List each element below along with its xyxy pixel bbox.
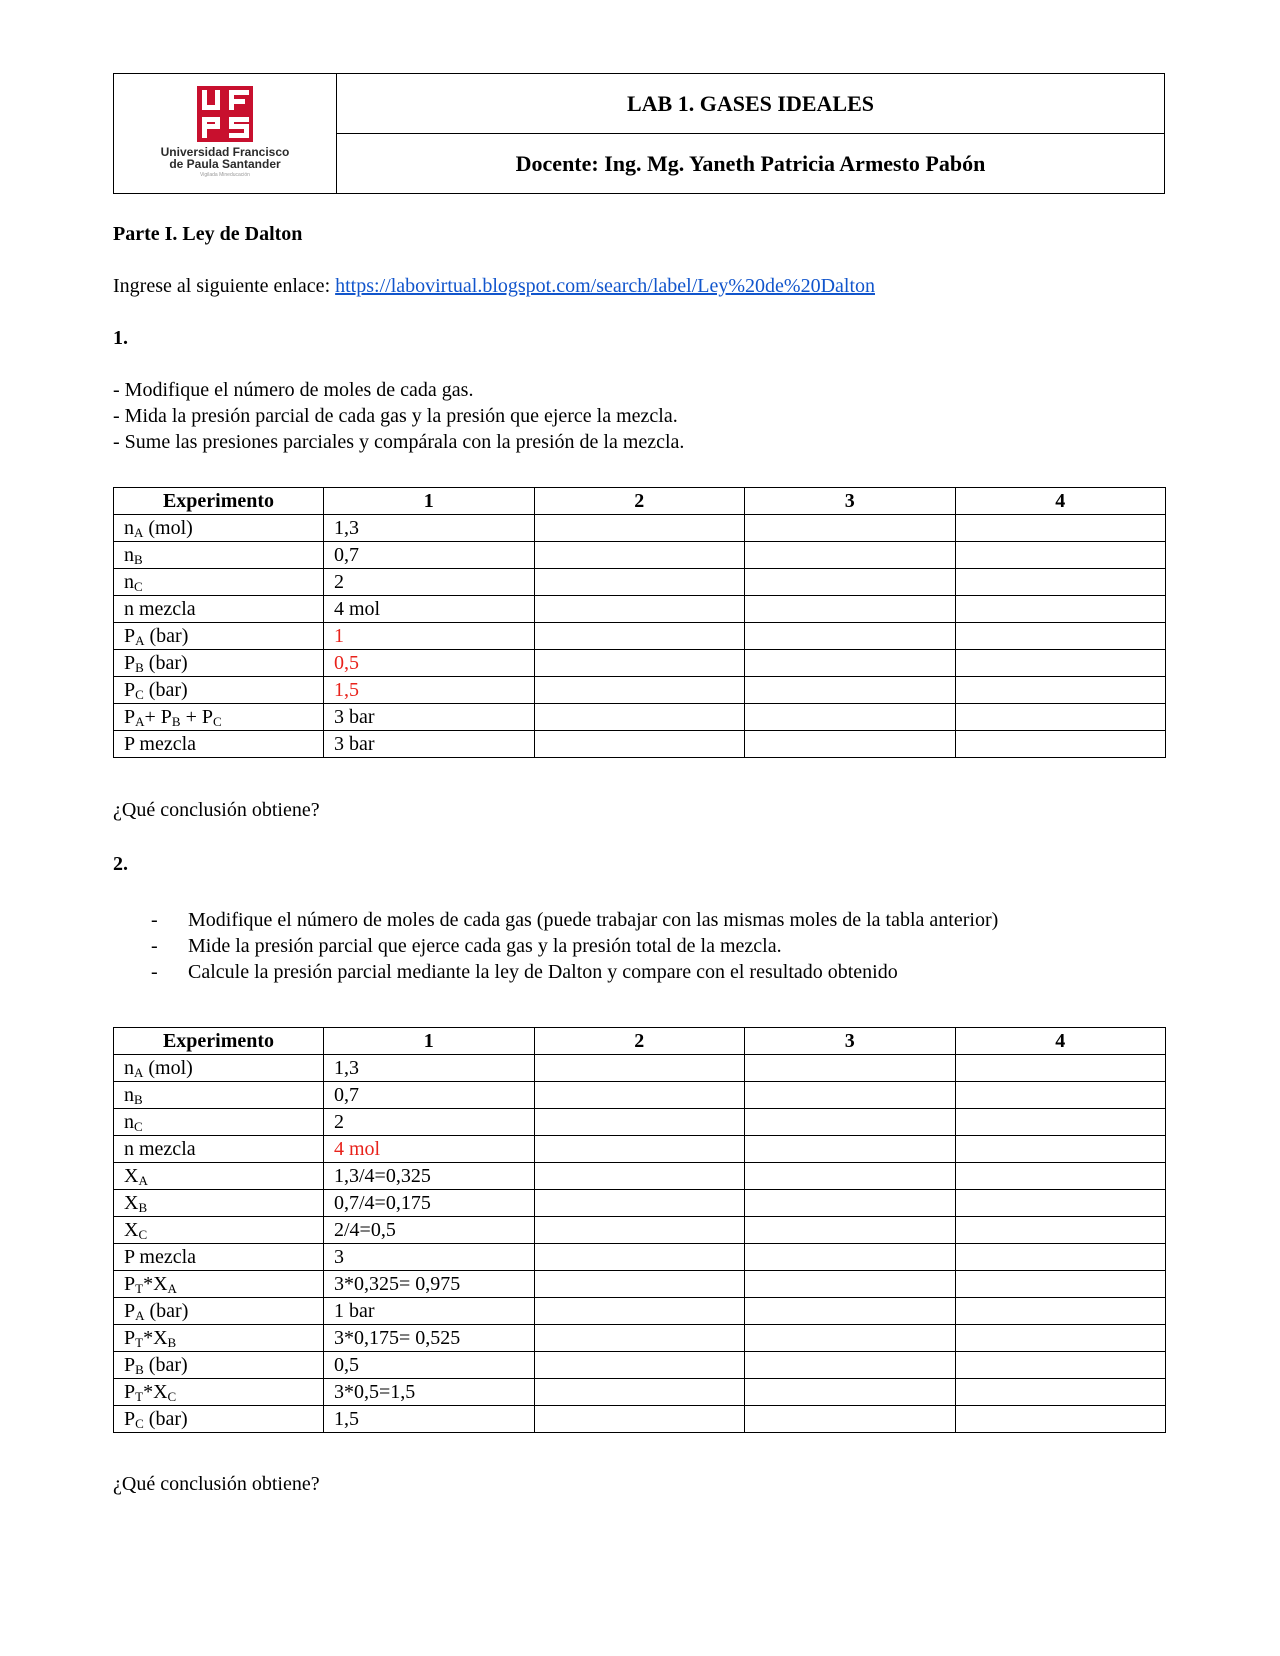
row-label-part: B — [138, 1199, 148, 1215]
empty-cell[interactable] — [955, 1217, 1166, 1244]
empty-cell[interactable] — [534, 1406, 745, 1433]
empty-cell[interactable] — [955, 596, 1166, 623]
empty-cell[interactable] — [534, 1298, 745, 1325]
exp1-value: 1 bar — [324, 1298, 535, 1325]
row-label-part: *X — [143, 1380, 168, 1403]
col-header: 4 — [955, 1028, 1166, 1055]
row-label — [114, 1298, 324, 1325]
empty-cell[interactable] — [745, 542, 956, 569]
list-item — [113, 933, 998, 959]
row-label — [114, 1109, 324, 1136]
col-header: 2 — [534, 1028, 745, 1055]
row-label-part: P — [124, 1407, 136, 1430]
empty-cell[interactable] — [955, 542, 1166, 569]
lab-title: LAB 1. GASES IDEALES — [337, 74, 1165, 134]
empty-cell[interactable] — [534, 1136, 745, 1163]
empty-cell[interactable] — [745, 677, 956, 704]
row-label-part: (mol) — [143, 1056, 193, 1079]
row-label-part: P — [124, 624, 136, 647]
empty-cell[interactable] — [745, 569, 956, 596]
empty-cell[interactable] — [745, 1163, 956, 1190]
list-item — [113, 907, 998, 933]
row-label-part: (bar) — [143, 651, 188, 674]
col-header: 3 — [745, 1028, 956, 1055]
empty-cell[interactable] — [745, 650, 956, 677]
document-page — [113, 73, 1165, 1495]
empty-cell[interactable] — [745, 1352, 956, 1379]
empty-cell[interactable] — [955, 677, 1166, 704]
col-header: 1 — [324, 488, 535, 515]
row-label-part: C — [134, 1118, 143, 1134]
empty-cell[interactable] — [745, 1217, 956, 1244]
empty-cell[interactable] — [534, 515, 745, 542]
row-label-part: n — [124, 570, 134, 593]
table-row — [114, 1190, 1166, 1217]
table-row — [114, 1244, 1166, 1271]
row-label — [114, 1055, 324, 1082]
row-label-part: T — [135, 1280, 144, 1296]
col-header: Experimento — [114, 488, 324, 515]
row-label-part: C — [213, 713, 222, 729]
empty-cell[interactable] — [745, 1136, 956, 1163]
row-label — [114, 569, 324, 596]
col-header: 2 — [534, 488, 745, 515]
empty-cell[interactable] — [534, 1055, 745, 1082]
intro-line — [113, 275, 875, 298]
row-label-part: B — [167, 1334, 177, 1350]
row-label-part: A — [134, 524, 144, 540]
row-label-part: C — [167, 1388, 177, 1404]
empty-cell[interactable] — [534, 1190, 745, 1217]
row-label-part: P — [124, 1299, 136, 1322]
row-label — [114, 1379, 324, 1406]
q1-step-2: - Mida la presión parcial de cada gas y la presión que ejerce la mezcla. — [113, 405, 678, 427]
experiment-table-2 — [113, 1027, 1166, 1433]
empty-cell[interactable] — [955, 1406, 1166, 1433]
empty-cell[interactable] — [955, 1109, 1166, 1136]
row-label-part: *X — [143, 1272, 168, 1295]
q2-step-2: Mide la presión parcial que ejerce cada gas y la presión total de la mezcla. — [188, 935, 782, 957]
row-label — [114, 1136, 324, 1163]
university-logo — [161, 86, 290, 178]
table-row — [114, 704, 1166, 731]
row-label-part: A — [167, 1280, 177, 1296]
table-header-row — [114, 1028, 1166, 1055]
exp1-value: 2 — [324, 569, 535, 596]
table-row — [114, 569, 1166, 596]
table-row — [114, 1298, 1166, 1325]
empty-cell[interactable] — [534, 1379, 745, 1406]
row-label-part: P — [124, 1353, 136, 1376]
row-label-part: C — [135, 1415, 144, 1431]
table-row — [114, 1217, 1166, 1244]
empty-cell[interactable] — [955, 1082, 1166, 1109]
dalton-link[interactable]: https://labovirtual.blogspot.com/search/label/Ley%20de%20Dalton — [335, 275, 875, 297]
exp1-value: 1,5 — [324, 1406, 535, 1433]
exp1-value: 0,7 — [324, 1082, 535, 1109]
question-1-number: 1. — [113, 327, 128, 349]
empty-cell[interactable] — [745, 1379, 956, 1406]
empty-cell[interactable] — [745, 731, 956, 758]
row-label — [114, 704, 324, 731]
empty-cell[interactable] — [534, 731, 745, 758]
table-row — [114, 1163, 1166, 1190]
exp1-value: 1,3 — [324, 515, 535, 542]
row-label-part: B — [134, 551, 143, 567]
row-label-part: P — [124, 678, 136, 701]
table-row — [114, 731, 1166, 758]
row-label-part: P mezcla — [124, 1245, 197, 1268]
col-header: 4 — [955, 488, 1166, 515]
row-label-part: *X — [143, 1326, 168, 1349]
empty-cell[interactable] — [745, 1244, 956, 1271]
empty-cell[interactable] — [745, 704, 956, 731]
row-label-part: (bar) — [143, 678, 188, 701]
row-label-part: (bar) — [144, 1299, 189, 1322]
empty-cell[interactable] — [955, 731, 1166, 758]
table-header-row — [114, 488, 1166, 515]
empty-cell[interactable] — [745, 1109, 956, 1136]
empty-cell[interactable] — [955, 1325, 1166, 1352]
empty-cell[interactable] — [745, 1190, 956, 1217]
row-label-part: P mezcla — [124, 732, 197, 755]
row-label-part: n — [124, 543, 134, 566]
empty-cell[interactable] — [745, 515, 956, 542]
row-label-part: n — [124, 1056, 134, 1079]
exp1-value: 3 bar — [324, 731, 535, 758]
intro-text: Ingrese al siguiente enlace: — [113, 275, 336, 297]
row-label — [114, 1163, 324, 1190]
row-label-part: B — [171, 713, 181, 729]
row-label-part: n — [124, 516, 134, 539]
empty-cell[interactable] — [745, 1406, 956, 1433]
list-dash: - — [151, 909, 158, 931]
row-label-part: n — [124, 1083, 134, 1106]
row-label — [114, 650, 324, 677]
empty-cell[interactable] — [745, 1082, 956, 1109]
empty-cell[interactable] — [955, 1379, 1166, 1406]
table-row — [114, 596, 1166, 623]
table-row — [114, 677, 1166, 704]
row-label-part: n — [124, 1110, 134, 1133]
table-row — [114, 1352, 1166, 1379]
row-label-part: A — [135, 632, 145, 648]
empty-cell[interactable] — [534, 569, 745, 596]
empty-cell[interactable] — [955, 1298, 1166, 1325]
row-label-part: A — [135, 1307, 145, 1323]
exp1-value: 1 — [324, 623, 535, 650]
exp1-value: 2/4=0,5 — [324, 1217, 535, 1244]
empty-cell[interactable] — [955, 1244, 1166, 1271]
experiment-table-1 — [113, 487, 1166, 758]
row-label — [114, 1406, 324, 1433]
row-label-part: X — [124, 1191, 139, 1214]
empty-cell[interactable] — [534, 542, 745, 569]
teacher-name: Docente: Ing. Mg. Yaneth Patricia Armesto Pabón — [337, 134, 1165, 194]
table-row — [114, 1136, 1166, 1163]
table-row — [114, 1325, 1166, 1352]
table-row — [114, 1055, 1166, 1082]
empty-cell[interactable] — [745, 596, 956, 623]
empty-cell[interactable] — [955, 1271, 1166, 1298]
empty-cell[interactable] — [534, 650, 745, 677]
empty-cell[interactable] — [534, 1082, 745, 1109]
exp1-value: 4 mol — [324, 1136, 535, 1163]
exp1-value: 2 — [324, 1109, 535, 1136]
row-label-part: C — [134, 578, 143, 594]
q2-step-3: Calcule la presión parcial mediante la ley de Dalton y compare con el resultado obtenido — [188, 961, 898, 983]
university-sub: Vigilada Mineducación — [200, 171, 250, 178]
empty-cell[interactable] — [745, 1055, 956, 1082]
empty-cell[interactable] — [955, 623, 1166, 650]
empty-cell[interactable] — [745, 1271, 956, 1298]
row-label-part: n mezcla — [124, 1137, 196, 1160]
row-label-part: P — [124, 705, 136, 728]
col-header: Experimento — [114, 1028, 324, 1055]
exp1-value: 3*0,5=1,5 — [324, 1379, 535, 1406]
exp1-value: 0,5 — [324, 1352, 535, 1379]
row-label-part: P — [124, 1272, 136, 1295]
row-label — [114, 623, 324, 650]
row-label-part: P — [124, 1380, 136, 1403]
row-label — [114, 677, 324, 704]
empty-cell[interactable] — [534, 596, 745, 623]
empty-cell[interactable] — [955, 704, 1166, 731]
table-row — [114, 623, 1166, 650]
col-header: 1 — [324, 1028, 535, 1055]
empty-cell[interactable] — [745, 1298, 956, 1325]
row-label-part: (bar) — [143, 1353, 188, 1376]
row-label-part: B — [135, 659, 144, 675]
question-2-number: 2. — [113, 853, 128, 875]
logo-cell — [114, 74, 337, 194]
exp1-value: 1,5 — [324, 677, 535, 704]
row-label-part: X — [124, 1218, 139, 1241]
exp1-value: 3*0,325= 0,975 — [324, 1271, 535, 1298]
row-label — [114, 515, 324, 542]
empty-cell[interactable] — [534, 1271, 745, 1298]
empty-cell[interactable] — [745, 623, 956, 650]
empty-cell[interactable] — [955, 1055, 1166, 1082]
row-label — [114, 1325, 324, 1352]
row-label — [114, 542, 324, 569]
table-row — [114, 1109, 1166, 1136]
ufps-logo-icon — [197, 86, 253, 142]
conclusion-2: ¿Qué conclusión obtiene? — [113, 1473, 320, 1495]
col-header: 3 — [745, 488, 956, 515]
conclusion-1: ¿Qué conclusión obtiene? — [113, 799, 320, 821]
exp1-value: 0,7/4=0,175 — [324, 1190, 535, 1217]
exp1-value: 1,3 — [324, 1055, 535, 1082]
row-label — [114, 1271, 324, 1298]
list-dash: - — [151, 961, 158, 983]
part1-heading: Parte I. Ley de Dalton — [113, 223, 303, 245]
empty-cell[interactable] — [955, 1136, 1166, 1163]
row-label-part: B — [135, 1361, 144, 1377]
row-label-part: A — [135, 713, 145, 729]
table-row — [114, 1379, 1166, 1406]
empty-cell[interactable] — [534, 1325, 745, 1352]
row-label-part: T — [135, 1388, 144, 1404]
exp1-value: 3 bar — [324, 704, 535, 731]
table-row — [114, 515, 1166, 542]
empty-cell[interactable] — [955, 1352, 1166, 1379]
university-name-2: de Paula Santander — [169, 156, 281, 171]
empty-cell[interactable] — [955, 569, 1166, 596]
empty-cell[interactable] — [534, 1163, 745, 1190]
exp1-value: 1,3/4=0,325 — [324, 1163, 535, 1190]
empty-cell[interactable] — [955, 515, 1166, 542]
table-row — [114, 650, 1166, 677]
empty-cell[interactable] — [534, 1244, 745, 1271]
list-item — [113, 959, 998, 985]
row-label-part: B — [134, 1091, 143, 1107]
q1-step-3: - Sume las presiones parciales y compárala con la presión de la mezcla. — [113, 431, 685, 453]
list-dash: - — [151, 935, 158, 957]
row-label — [114, 596, 324, 623]
row-label-part: X — [124, 1164, 139, 1187]
q1-step-1: - Modifique el número de moles de cada gas. — [113, 379, 474, 401]
row-label-part: (bar) — [144, 624, 189, 647]
row-label — [114, 1217, 324, 1244]
empty-cell[interactable] — [534, 677, 745, 704]
row-label-part: (mol) — [143, 516, 193, 539]
row-label — [114, 1082, 324, 1109]
empty-cell[interactable] — [955, 1190, 1166, 1217]
empty-cell[interactable] — [534, 704, 745, 731]
exp1-value: 4 mol — [324, 596, 535, 623]
row-label — [114, 1190, 324, 1217]
empty-cell[interactable] — [534, 623, 745, 650]
row-label-part: + P — [180, 705, 213, 728]
row-label — [114, 731, 324, 758]
empty-cell[interactable] — [955, 1163, 1166, 1190]
q2-steps-list — [113, 907, 998, 985]
row-label-part: C — [138, 1226, 148, 1242]
empty-cell[interactable] — [955, 650, 1166, 677]
row-label-part: C — [135, 686, 144, 702]
row-label — [114, 1352, 324, 1379]
empty-cell[interactable] — [534, 1352, 745, 1379]
q2-step-1: Modifique el número de moles de cada gas (puede trabajar con las mismas moles de la tabla anterior) — [188, 909, 999, 931]
row-label-part: T — [135, 1334, 144, 1350]
exp1-value: 0,5 — [324, 650, 535, 677]
exp1-value: 0,7 — [324, 542, 535, 569]
row-label-part: + P — [144, 705, 172, 728]
exp1-value: 3 — [324, 1244, 535, 1271]
empty-cell[interactable] — [534, 1109, 745, 1136]
table-row — [114, 1082, 1166, 1109]
row-label-part: n mezcla — [124, 597, 196, 620]
empty-cell[interactable] — [534, 1217, 745, 1244]
table-row — [114, 1406, 1166, 1433]
table-row — [114, 542, 1166, 569]
exp1-value: 3*0,175= 0,525 — [324, 1325, 535, 1352]
empty-cell[interactable] — [745, 1325, 956, 1352]
row-label-part: A — [138, 1172, 148, 1188]
row-label-part: A — [134, 1064, 144, 1080]
table-row — [114, 1271, 1166, 1298]
university-name-1: Universidad Francisco — [160, 144, 290, 159]
row-label-part: (bar) — [143, 1407, 188, 1430]
row-label-part: P — [124, 1326, 136, 1349]
row-label-part: P — [124, 651, 136, 674]
header-table — [113, 73, 1165, 194]
row-label — [114, 1244, 324, 1271]
